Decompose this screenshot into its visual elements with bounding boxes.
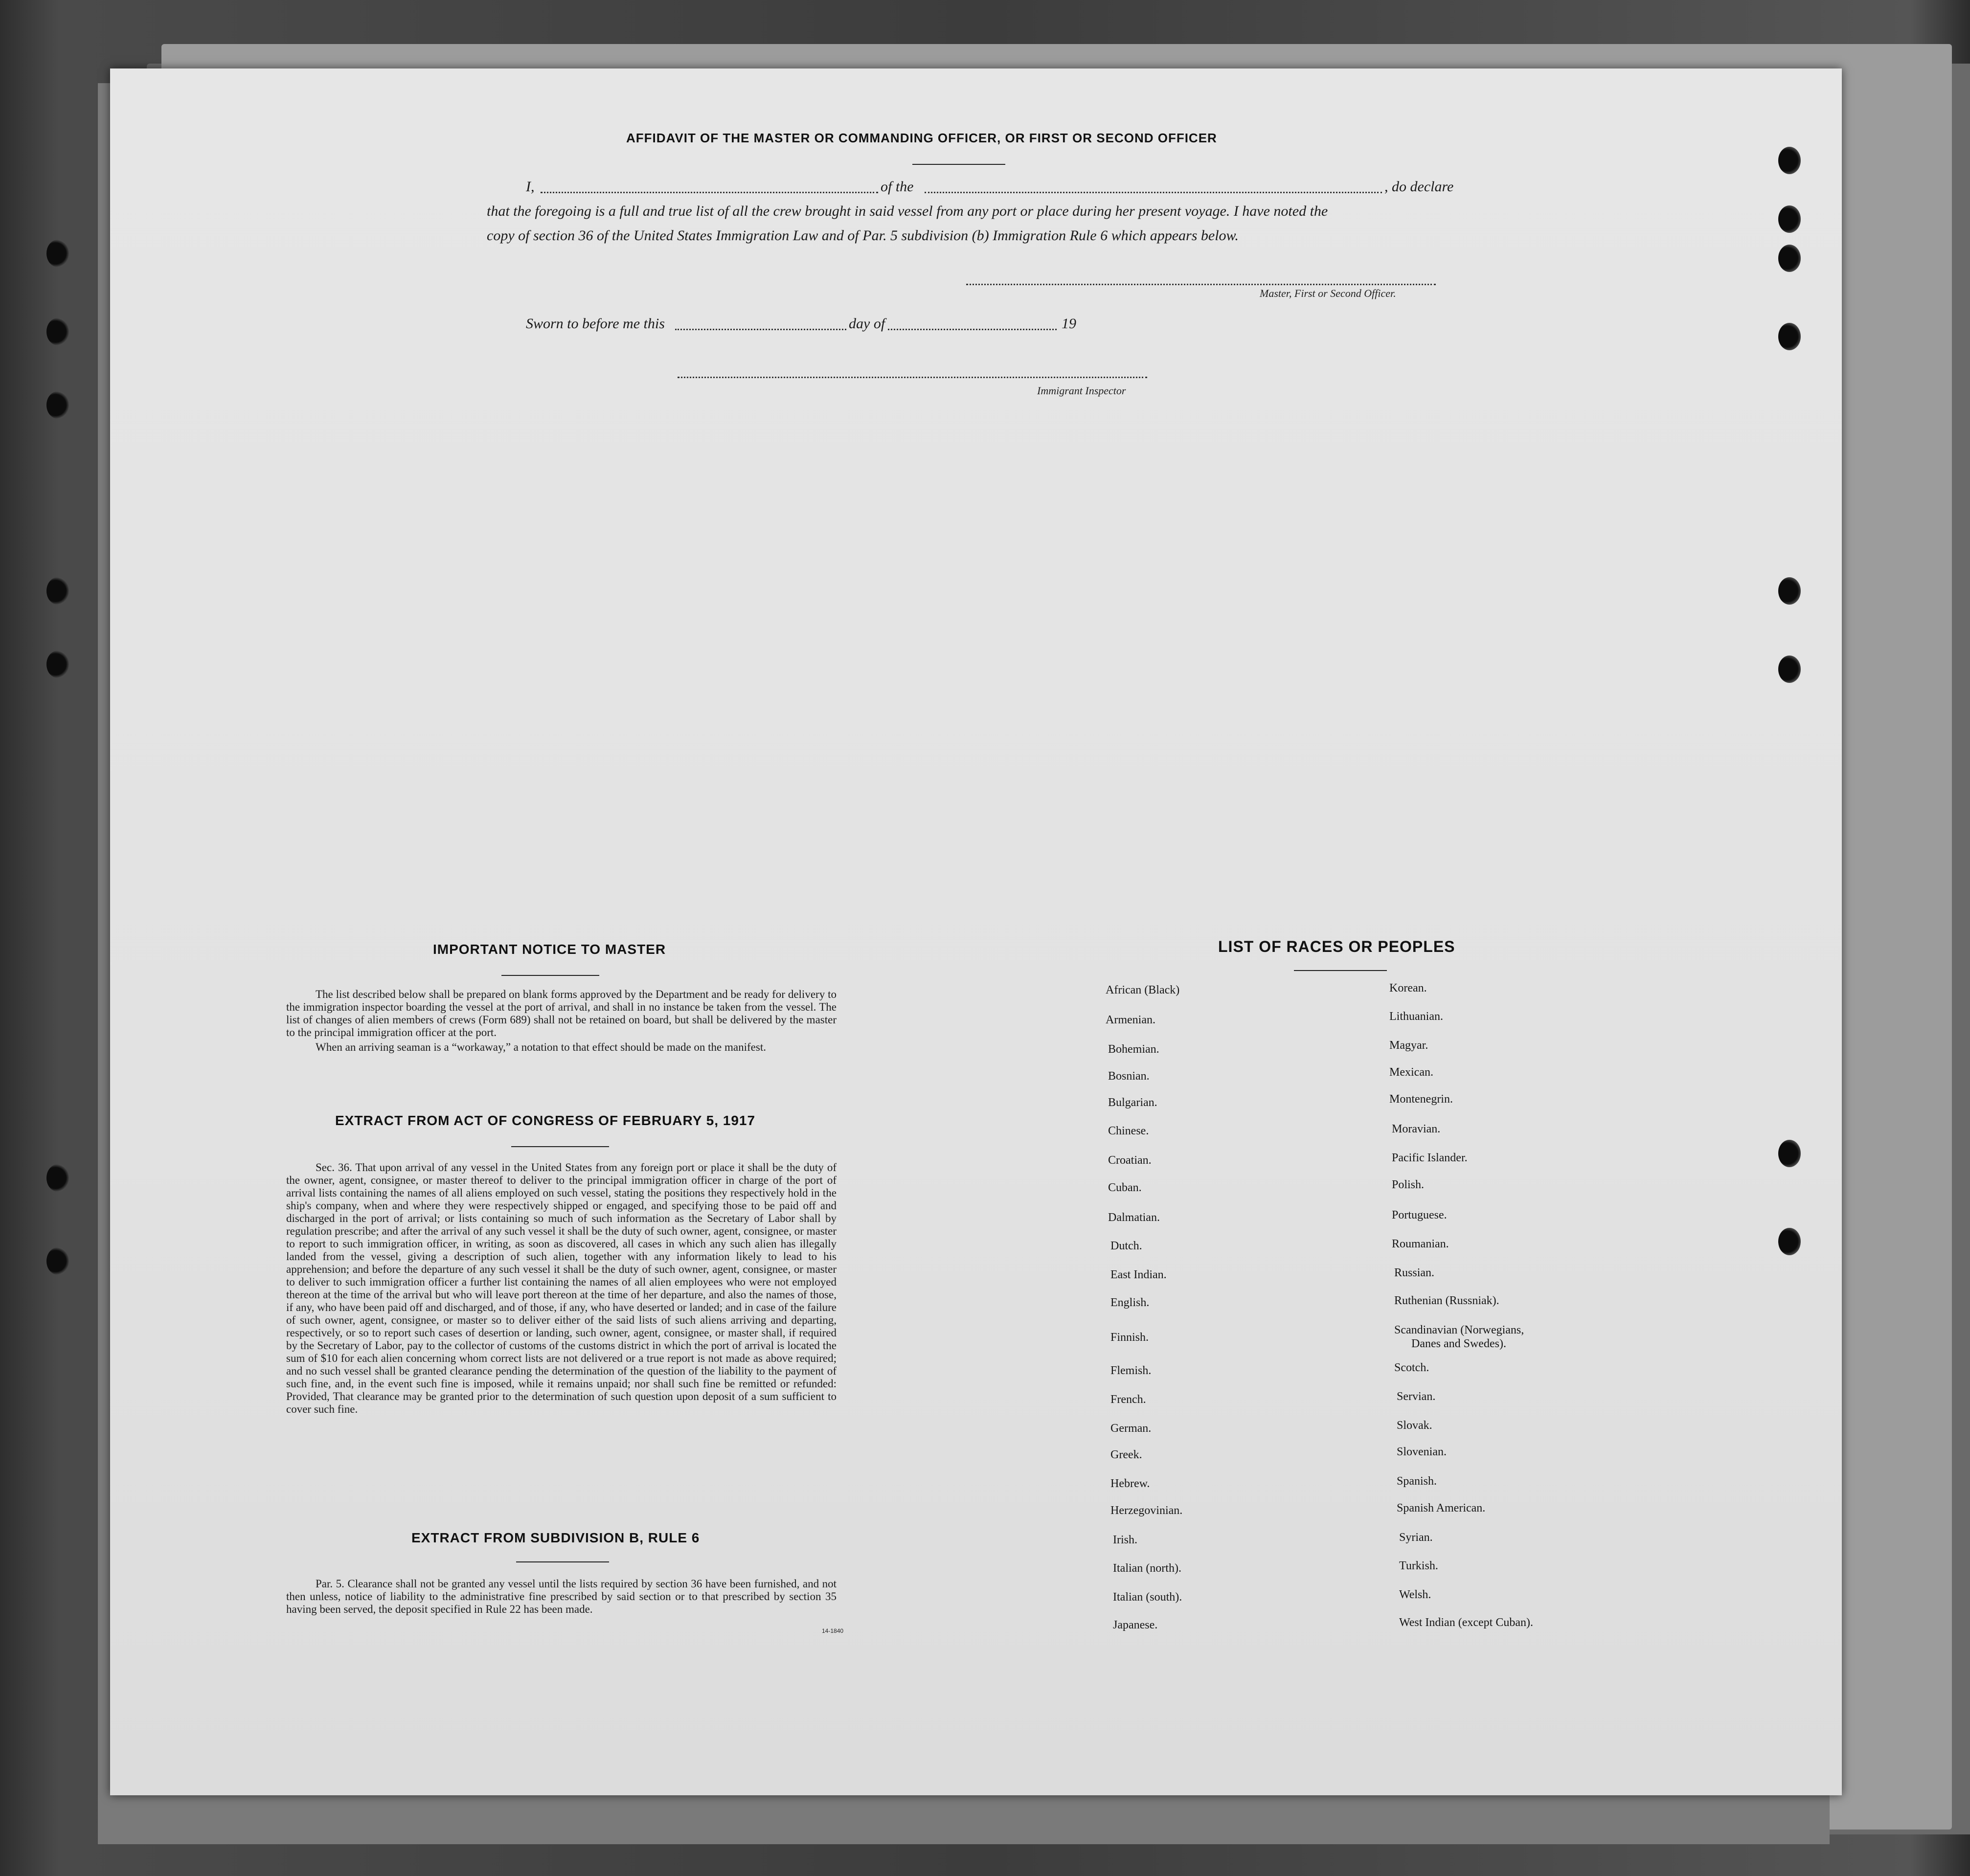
race-item: Welsh. [1399, 1588, 1431, 1601]
vessel-blank [925, 192, 1382, 193]
punch-hole [46, 391, 69, 419]
punch-hole [1778, 577, 1801, 605]
race-item: Moravian. [1392, 1123, 1441, 1135]
act-extract-title: EXTRACT FROM ACT OF CONGRESS OF FEBRUARY 5, 1917 [335, 1113, 756, 1128]
race-item: Italian (north). [1113, 1562, 1181, 1575]
affidavit-of-the: of the [881, 179, 914, 195]
month-blank [888, 329, 1057, 330]
race-item: French. [1110, 1393, 1146, 1406]
notice-rule [501, 975, 599, 976]
race-item: Bosnian. [1108, 1070, 1150, 1083]
title-rule [912, 164, 1005, 165]
day-blank [675, 329, 846, 330]
punch-hole [46, 1164, 69, 1192]
race-item: Slovak. [1397, 1419, 1432, 1432]
race-item: Servian. [1397, 1390, 1436, 1403]
inspector-label: Immigrant Inspector [1037, 384, 1126, 397]
race-item: Italian (south). [1113, 1591, 1182, 1604]
race-item: Portuguese. [1392, 1209, 1447, 1221]
race-item: Herzegovinian. [1110, 1504, 1183, 1517]
race-item: Cuban. [1108, 1181, 1142, 1194]
race-item: Dalmatian. [1108, 1211, 1160, 1224]
race-item: East Indian. [1110, 1268, 1167, 1281]
race-item: Greek. [1110, 1448, 1142, 1461]
act-extract-rule [511, 1146, 609, 1147]
punch-hole [46, 318, 69, 345]
affidavit-declare: , do declare [1384, 179, 1454, 195]
notice-title: IMPORTANT NOTICE TO MASTER [433, 942, 666, 957]
race-item: Scandinavian (Norwegians, [1394, 1324, 1524, 1336]
affidavit-line3: copy of section 36 of the United States Immigration Law and of Par. 5 subdivision (b) Immigration Rule 6 which appears below. [487, 227, 1239, 244]
race-item: Hebrew. [1110, 1477, 1150, 1490]
race-item: Polish. [1392, 1178, 1425, 1191]
rule-extract-rule [516, 1561, 609, 1562]
race-item: Montenegrin. [1389, 1093, 1453, 1106]
race-item: English. [1110, 1296, 1150, 1309]
punch-hole [1778, 1140, 1801, 1167]
punch-hole [1778, 205, 1801, 233]
race-item: Japanese. [1113, 1619, 1158, 1631]
name-blank [541, 192, 878, 193]
race-item: Turkish. [1399, 1560, 1438, 1572]
race-item: Syrian. [1399, 1531, 1433, 1544]
race-item: Danes and Swedes). [1411, 1337, 1506, 1350]
affidavit-title: AFFIDAVIT OF THE MASTER OR COMMANDING OFFICER, OR FIRST OR SECOND OFFICER [626, 131, 1217, 145]
race-item: Russian. [1394, 1266, 1435, 1279]
race-item: Bulgarian. [1108, 1096, 1157, 1109]
notice-para-2: When an arriving seaman is a “workaway,” a notation to that effect should be made on the manifest. [316, 1041, 766, 1053]
races-title: LIST OF RACES OR PEOPLES [1218, 938, 1455, 955]
sworn-before: Sworn to before me this [526, 316, 665, 332]
inspector-signature-line [678, 377, 1147, 378]
rule-extract-text: Par. 5. Clearance shall not be granted any vessel until the lists required by section 36 have been furnished, and not then unless, notice of liability to the administrative fine prescribed by said section or to that prescribed by section 35 having been served, the deposit specified in Rule 22 has been made. [286, 1578, 837, 1615]
race-item: Dutch. [1110, 1240, 1142, 1252]
race-item: Irish. [1113, 1534, 1137, 1546]
race-item: Ruthenian (Russniak). [1394, 1294, 1499, 1307]
race-item: Chinese. [1108, 1125, 1149, 1137]
race-item: Armenian. [1106, 1014, 1155, 1026]
race-item: Bohemian. [1108, 1043, 1159, 1056]
race-item: German. [1110, 1422, 1152, 1435]
punch-hole [1778, 655, 1801, 683]
races-rule [1294, 970, 1387, 971]
race-item: Spanish American. [1397, 1502, 1486, 1514]
master-signature-label: Master, First or Second Officer. [1260, 287, 1396, 299]
form-number: 14-1840 [822, 1627, 844, 1634]
affidavit-i: I, [526, 179, 535, 195]
race-item: Scotch. [1394, 1361, 1429, 1374]
punch-hole [1778, 323, 1801, 350]
act-extract-text: Sec. 36. That upon arrival of any vessel in the United States from any foreign port or place it shall be the duty of the owner, agent, consignee, or master thereof to deliver to the principal immigration officer in charge of the port of arrival lists containing the names of all aliens employed on such vessel, stating the positions they respectively hold in the ship's company, when and where they were respectively shipped or engaged, and specifying those to be paid off and discharged in the port of arrival; or lists containing so much of such information as the Secretary of Labor shall by regulation prescribe; and after the arrival of any such vessel it shall be the duty of such owner, agent, consignee, or master to report to such immigration officer, in writing, as soon as discovered, all cases in which any such alien has illegally landed from the vessel, giving a description of such alien, together with any information likely to lead to his apprehension; and before the departure of any such vessel it shall be the duty of such owner, agent, consignee, or master to deliver to such immigration officer a further list containing the names of all alien employees who were not employed thereon at the time of the arrival but who will leave port thereon at the time of her departure, and also the names of those, if any, who have been paid off and discharged, and of those, if any, who have deserted or landed; and in case of the failure of such owner, agent, consignee, or master so to deliver either of the said lists of such aliens arriving and departing, respectively, or so to report such cases of desertion or landing, such owner, agent, consignee, or master shall, if required by the Secretary of Labor, pay to the collector of customs of the customs district in which the port of arrival is located the sum of $10 for each alien concerning whom correct lists are not delivered or a true report is not made as above required; and no such vessel shall be granted clearance pending the determination of the question of the liability to the payment of such fine, and, in the event such fine is imposed, while it remains unpaid; nor shall such fine be remitted or refunded: Provided, That clearance may be granted prior to the determination of such question upon deposit of a sum sufficient to cover such fine. [286, 1161, 837, 1415]
punch-hole [46, 651, 69, 678]
race-item: Mexican. [1389, 1066, 1433, 1079]
race-item: Finnish. [1110, 1331, 1149, 1344]
punch-hole [46, 577, 69, 605]
race-item: African (Black) [1106, 984, 1180, 996]
punch-hole [46, 240, 69, 267]
race-item: Magyar. [1389, 1039, 1428, 1052]
race-item: Spanish. [1397, 1475, 1437, 1488]
affidavit-line2: that the foregoing is a full and true list of all the crew brought in said vessel from any port or place during her present voyage. I have noted the [487, 203, 1328, 219]
race-item: Flemish. [1110, 1364, 1152, 1377]
race-item: Roumanian. [1392, 1238, 1449, 1250]
punch-hole [1778, 147, 1801, 174]
race-item: Croatian. [1108, 1154, 1152, 1167]
race-item: Korean. [1389, 982, 1427, 995]
manifest-page [110, 68, 1842, 1795]
day-of: day of [849, 316, 885, 332]
race-item: Slovenian. [1397, 1446, 1447, 1458]
year-prefix: 19 [1062, 316, 1076, 332]
punch-hole [1778, 245, 1801, 272]
punch-hole [46, 1247, 69, 1275]
race-item: West Indian (except Cuban). [1399, 1616, 1533, 1629]
punch-hole [1778, 1228, 1801, 1255]
race-item: Lithuanian. [1389, 1010, 1443, 1023]
race-item: Pacific Islander. [1392, 1152, 1468, 1164]
rule-extract-title: EXTRACT FROM SUBDIVISION B, RULE 6 [411, 1530, 700, 1545]
notice-para-1: The list described below shall be prepared on blank forms approved by the Department and be ready for delivery to the immigration inspector boarding the vessel at the port of arrival, and shall in no instance be taken from the vessel. The list of changes of alien members of crews (Form 689) shall not be retained on board, but shall be delivered by the master to the principal immigration officer at the port. [286, 988, 837, 1039]
master-signature-line [966, 284, 1436, 285]
